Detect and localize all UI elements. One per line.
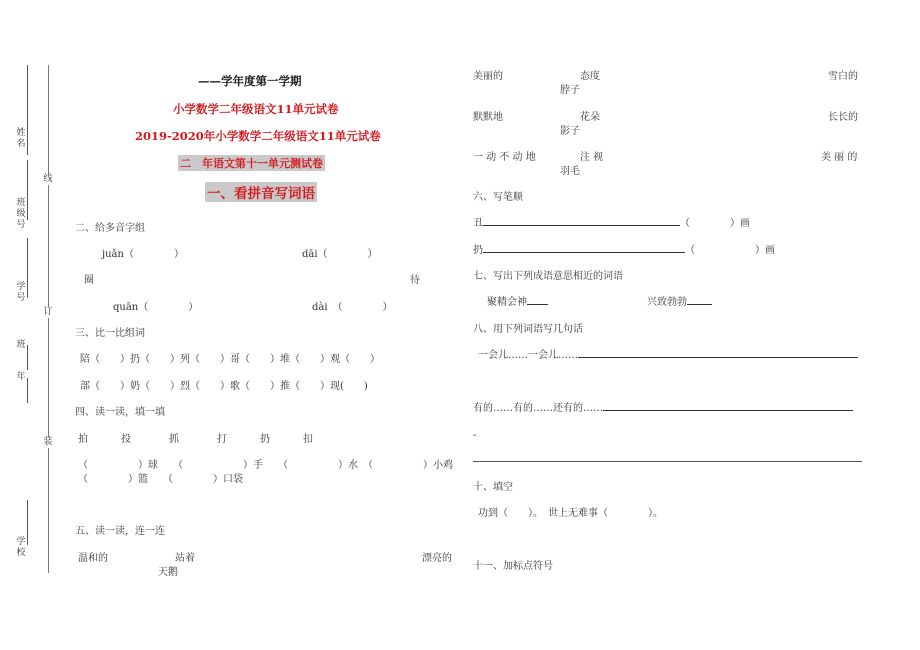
sentence-a bbox=[478, 346, 858, 361]
right-r3-sub: 羽毛 bbox=[560, 166, 580, 177]
right-r2-left: 默默地 bbox=[473, 112, 503, 123]
section-2-title: 二、给多音字组 bbox=[75, 223, 145, 234]
section-4-title: 四、读一读，填一填 bbox=[75, 407, 165, 418]
idiom-a bbox=[487, 293, 548, 308]
right-r1-left: 美丽的 bbox=[473, 71, 503, 82]
binding-line-5 bbox=[27, 378, 28, 403]
right-r2-right: 长长的 bbox=[828, 112, 858, 123]
grade-ban-label: 班 bbox=[16, 340, 26, 350]
grade-nian-label: 年 bbox=[16, 372, 26, 382]
sentence-b-text: 有的……有的……还有的…… bbox=[473, 403, 603, 414]
right-r1-right: 雪白的 bbox=[828, 71, 858, 82]
idiom-b-blank[interactable] bbox=[687, 295, 712, 305]
match-left: 温和的 bbox=[78, 553, 108, 564]
school-year-title: ——学年度第一学期 bbox=[198, 74, 302, 88]
verb-zhua: 抓 bbox=[169, 434, 179, 445]
sentence-b-blank[interactable] bbox=[603, 401, 853, 411]
pinyin-juan: juǎn（ ） bbox=[102, 249, 184, 260]
exam-title-2: 2019-2020年小学数学二年级语文11单元试卷 bbox=[135, 129, 381, 143]
right-r1-sub: 脖子 bbox=[560, 85, 580, 96]
exam-title-1: 小学数学二年级语文11单元试卷 bbox=[173, 102, 339, 116]
fill-proverb: 功到（ ）。 世上无难事（ ）。 bbox=[478, 508, 663, 519]
class-label: 班级号 bbox=[16, 198, 26, 230]
compare-row-2: 部（ ）奶（ ）烈（ ）歌（ ）推（ ）现( ) bbox=[80, 381, 368, 392]
stroke-b bbox=[473, 241, 775, 256]
binding-xian: 线 bbox=[41, 174, 55, 185]
match-right: 漂亮的 bbox=[422, 553, 452, 564]
verb-tou: 投 bbox=[121, 434, 131, 445]
idiom-b-text: 兴致勃勃 bbox=[647, 297, 687, 308]
right-r3-mid: 注 视 bbox=[580, 152, 604, 163]
stroke-a bbox=[473, 214, 750, 229]
pinyin-quan: quān（ ） bbox=[113, 302, 199, 313]
sentence-b bbox=[473, 399, 853, 414]
stroke-b-count: （ ）画 bbox=[685, 245, 775, 256]
right-r3-right: 美 丽 的 bbox=[821, 152, 858, 163]
exam-subtitle: 二 年语文第十一单元测试卷 bbox=[180, 157, 323, 170]
right-r3-left: 一 动 不 动 地 bbox=[473, 152, 536, 163]
sentence-a-blank[interactable] bbox=[578, 348, 858, 358]
verb-da: 打 bbox=[217, 434, 227, 445]
student-no-label: 学号 bbox=[16, 282, 26, 303]
section-1-heading: 一、看拼音写词语 bbox=[205, 182, 317, 202]
match-sub: 天鹅 bbox=[158, 567, 178, 578]
section-3-title: 三、比一比组词 bbox=[75, 328, 145, 339]
char-dai: 待 bbox=[410, 275, 420, 286]
stroke-b-char: 扔 bbox=[473, 245, 483, 256]
dash-mark: - bbox=[473, 430, 477, 441]
sentence-a-text: 一会儿……一会儿…… bbox=[478, 350, 578, 361]
stroke-b-blank[interactable] bbox=[483, 243, 685, 253]
answer-line[interactable] bbox=[473, 461, 862, 462]
pinyin-dai1: dāi（ ） bbox=[302, 249, 378, 260]
section-5-title: 五、读一读，连一连 bbox=[75, 526, 165, 537]
fill-row-1: （ ）球 （ ）手 （ ）水 （ ）小鸡 bbox=[78, 460, 453, 471]
fill-row-2: （ ）篮 （ ）口袋 bbox=[78, 474, 243, 485]
verb-reng: 扔 bbox=[260, 434, 270, 445]
compare-row-1: 陪（ ）扔（ ）列（ ）哥（ ）堆（ ）观（ ） bbox=[80, 354, 380, 365]
school-label: 学校 bbox=[16, 537, 26, 558]
stroke-a-blank[interactable] bbox=[483, 216, 680, 226]
pinyin-dai2: dài （ ） bbox=[312, 302, 393, 313]
verb-kou: 扣 bbox=[303, 434, 313, 445]
section-11-title: 十一、加标点符号 bbox=[473, 561, 553, 572]
section-6-title: 六、写笔顺 bbox=[473, 192, 523, 203]
binding-line-4 bbox=[27, 345, 28, 370]
section-8-title: 八、用下列词语写几句话 bbox=[473, 324, 583, 335]
section-10-title: 十、填空 bbox=[473, 482, 513, 493]
match-mid: 站着 bbox=[175, 553, 195, 564]
idiom-a-text: 聚精会神 bbox=[487, 297, 527, 308]
idiom-a-blank[interactable] bbox=[527, 295, 548, 305]
binding-dashed-line bbox=[48, 65, 49, 573]
binding-zhuang: 装 bbox=[41, 437, 55, 448]
stroke-a-count: （ ）画 bbox=[680, 218, 750, 229]
verb-pai: 拍 bbox=[78, 434, 88, 445]
binding-ding: 订 bbox=[41, 307, 55, 318]
char-quan: 圈 bbox=[84, 275, 94, 286]
right-r1-mid: 态度 bbox=[580, 71, 600, 82]
name-label: 姓名 bbox=[16, 128, 26, 149]
stroke-a-char: 丑 bbox=[473, 218, 483, 229]
right-r2-sub: 影子 bbox=[560, 126, 580, 137]
idiom-b bbox=[647, 293, 712, 308]
right-r2-mid: 花朵 bbox=[580, 112, 600, 123]
section-7-title: 七、写出下列成语意思相近的词语 bbox=[473, 271, 623, 282]
